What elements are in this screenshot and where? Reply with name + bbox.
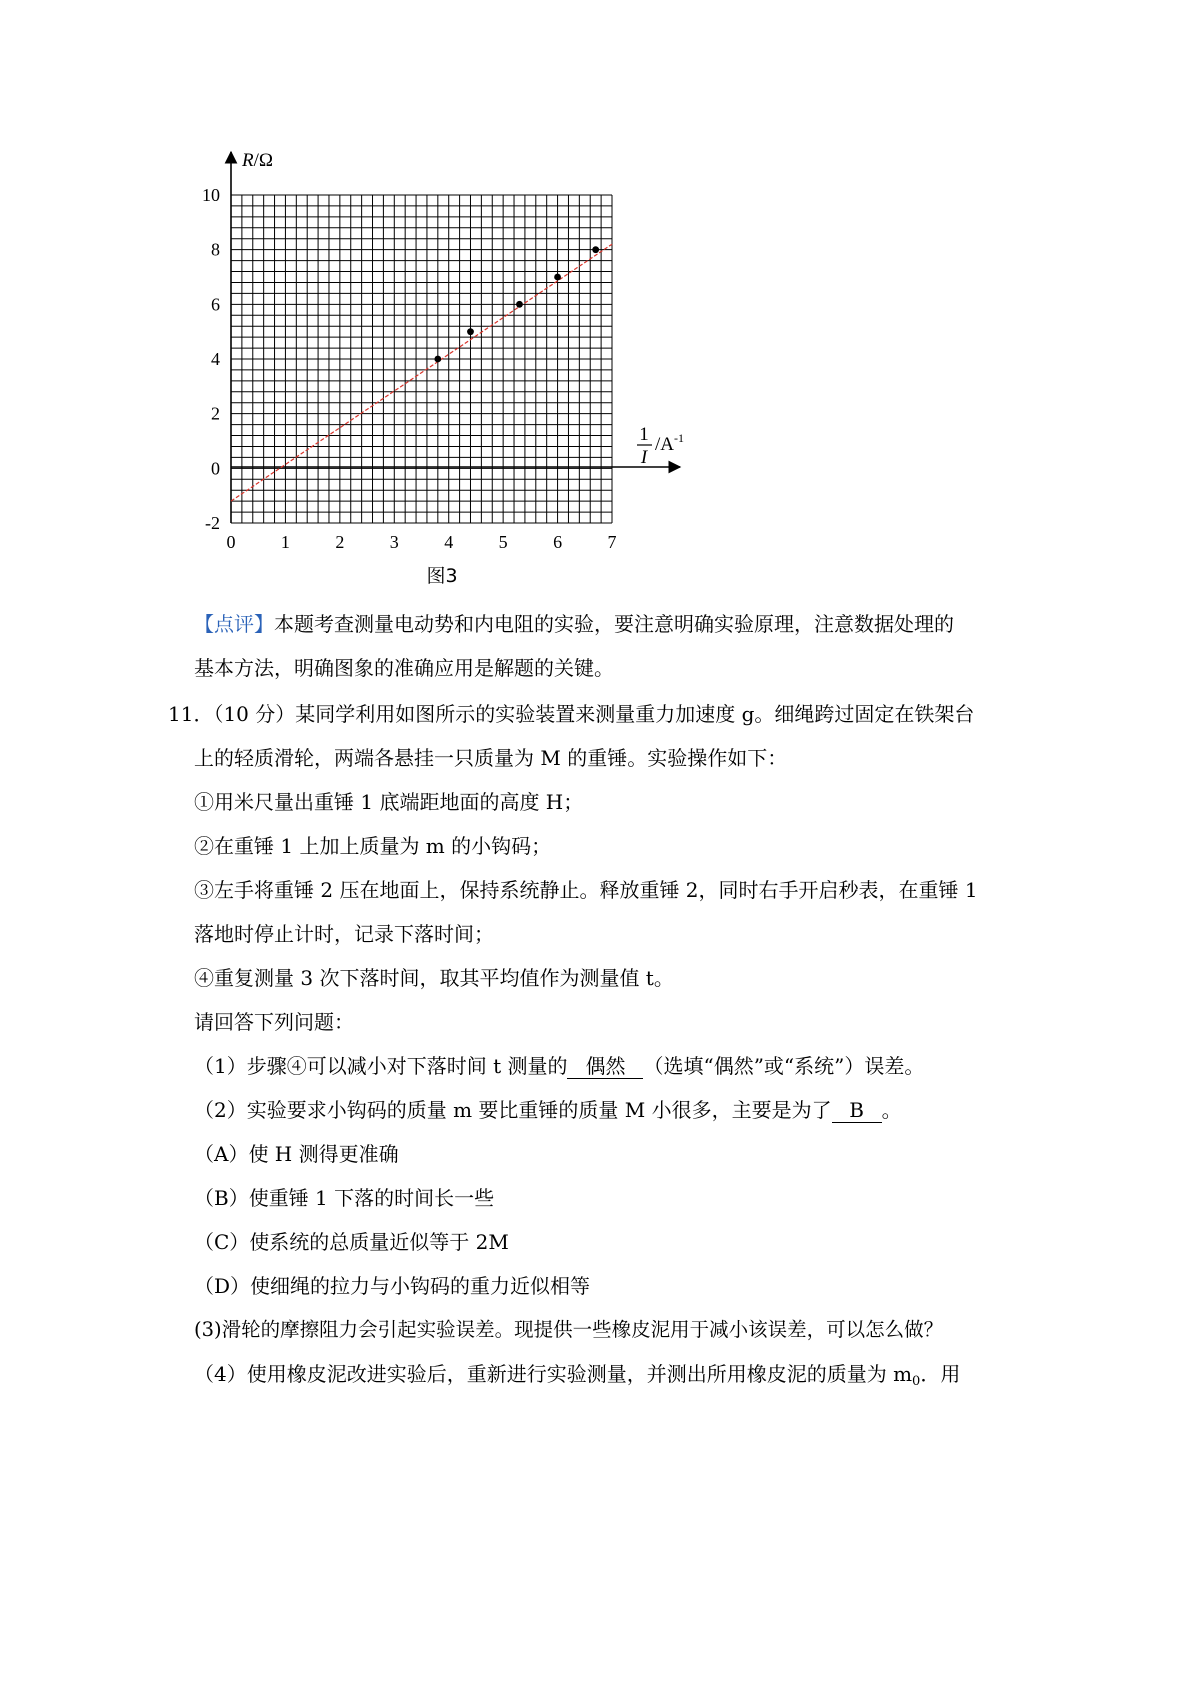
y-axis-label: R/Ω	[242, 150, 274, 171]
y-tick-label: 10	[202, 185, 220, 205]
answer-blank-1: 偶然	[567, 1054, 643, 1079]
q11-step-2: ②在重锤 1 上加上质量为 m 的小钩码；	[194, 834, 552, 858]
figure-caption: 图3	[426, 565, 458, 587]
option-c: （C）使系统的总质量近似等于 2M	[194, 1230, 509, 1254]
y-tick-label: 2	[211, 403, 220, 424]
answer-blank-2: B	[832, 1098, 882, 1123]
comment-tag: 【点评】	[194, 612, 274, 636]
q11-prompt: 请回答下列问题：	[194, 1010, 354, 1034]
q11-part-4: （4）使用橡皮泥改进实验后，重新进行实验测量，并测出所用橡皮泥的质量为 $m_0$．用	[194, 1362, 961, 1389]
svg-text:/A-1: $/A^{-1}$	[655, 431, 684, 455]
y-tick-labels	[202, 185, 220, 533]
q11-step-3b: 落地时停止计时，记录下落时间；	[194, 922, 494, 946]
y-tick-label: 6	[211, 294, 220, 315]
q11-line-2: 上的轻质滑轮，两端各悬挂一只质量为 M 的重锤。实验操作如下：	[194, 746, 788, 770]
comment-line-2: 基本方法，明确图象的准确应用是解题的关键。	[194, 656, 614, 680]
x-tick-label: 1	[280, 532, 290, 552]
r-vs-inverse-i-chart	[180, 140, 780, 650]
x-tick-label: 0	[226, 532, 236, 552]
data-point	[516, 301, 523, 308]
y-tick-label: 8	[211, 239, 220, 260]
data-point	[467, 328, 474, 335]
option-b: （B）使重锤 1 下落的时间长一些	[194, 1186, 495, 1210]
y-tick-label: -2	[205, 513, 220, 533]
q11-line-1: 11．（10 分）某同学利用如图所示的实验装置来测量重力加速度 g。细绳跨过固定在铁架台	[168, 702, 975, 726]
x-tick-label: 5	[498, 532, 508, 552]
q11-part-3: (3)滑轮的摩擦阻力会引起实验误差。现提供一些橡皮泥用于减小该误差，可以怎么做？	[194, 1318, 944, 1341]
x-tick-label: 3	[389, 532, 399, 552]
chart-grid	[231, 195, 612, 523]
x-tick-label: 7	[607, 532, 617, 552]
x-tick-label: 4	[444, 532, 454, 552]
q11-part-2: （2）实验要求小钩码的质量 m 要比重锤的质量 M 小很多，主要是为了 B 。	[194, 1098, 902, 1122]
comment-line-1: 【点评】本题考查测量电动势和内电阻的实验，要注意明确实验原理，注意数据处理的	[194, 612, 954, 636]
y-tick-label: 0	[211, 458, 220, 479]
data-point	[434, 356, 441, 363]
x-tick-label: 6	[553, 532, 563, 552]
q11-part-1: （1）步骤④可以减小对下落时间 t 测量的 偶然 （选填“偶然”或“系统”）误差。	[194, 1054, 925, 1078]
option-a: （A）使 H 测得更准确	[194, 1142, 399, 1166]
svg-text:1: 1	[639, 424, 649, 445]
svg-text:I: I	[640, 447, 648, 468]
x-tick-labels	[227, 532, 617, 552]
x-axis-label	[637, 424, 684, 468]
data-point	[554, 274, 561, 281]
x-tick-label: 2	[335, 532, 345, 552]
q11-step-1: ①用米尺量出重锤 1 底端距地面的高度 H；	[194, 790, 584, 814]
q11-step-4: ④重复测量 3 次下落时间，取其平均值作为测量值 t。	[194, 966, 674, 990]
option-d: （D）使细绳的拉力与小钩码的重力近似相等	[194, 1274, 591, 1298]
data-point	[592, 246, 599, 253]
q11-step-3a: ③左手将重锤 2 压在地面上，保持系统静止。释放重锤 2，同时右手开启秒表，在重锤 1	[194, 878, 978, 902]
y-tick-label: 4	[211, 349, 220, 369]
